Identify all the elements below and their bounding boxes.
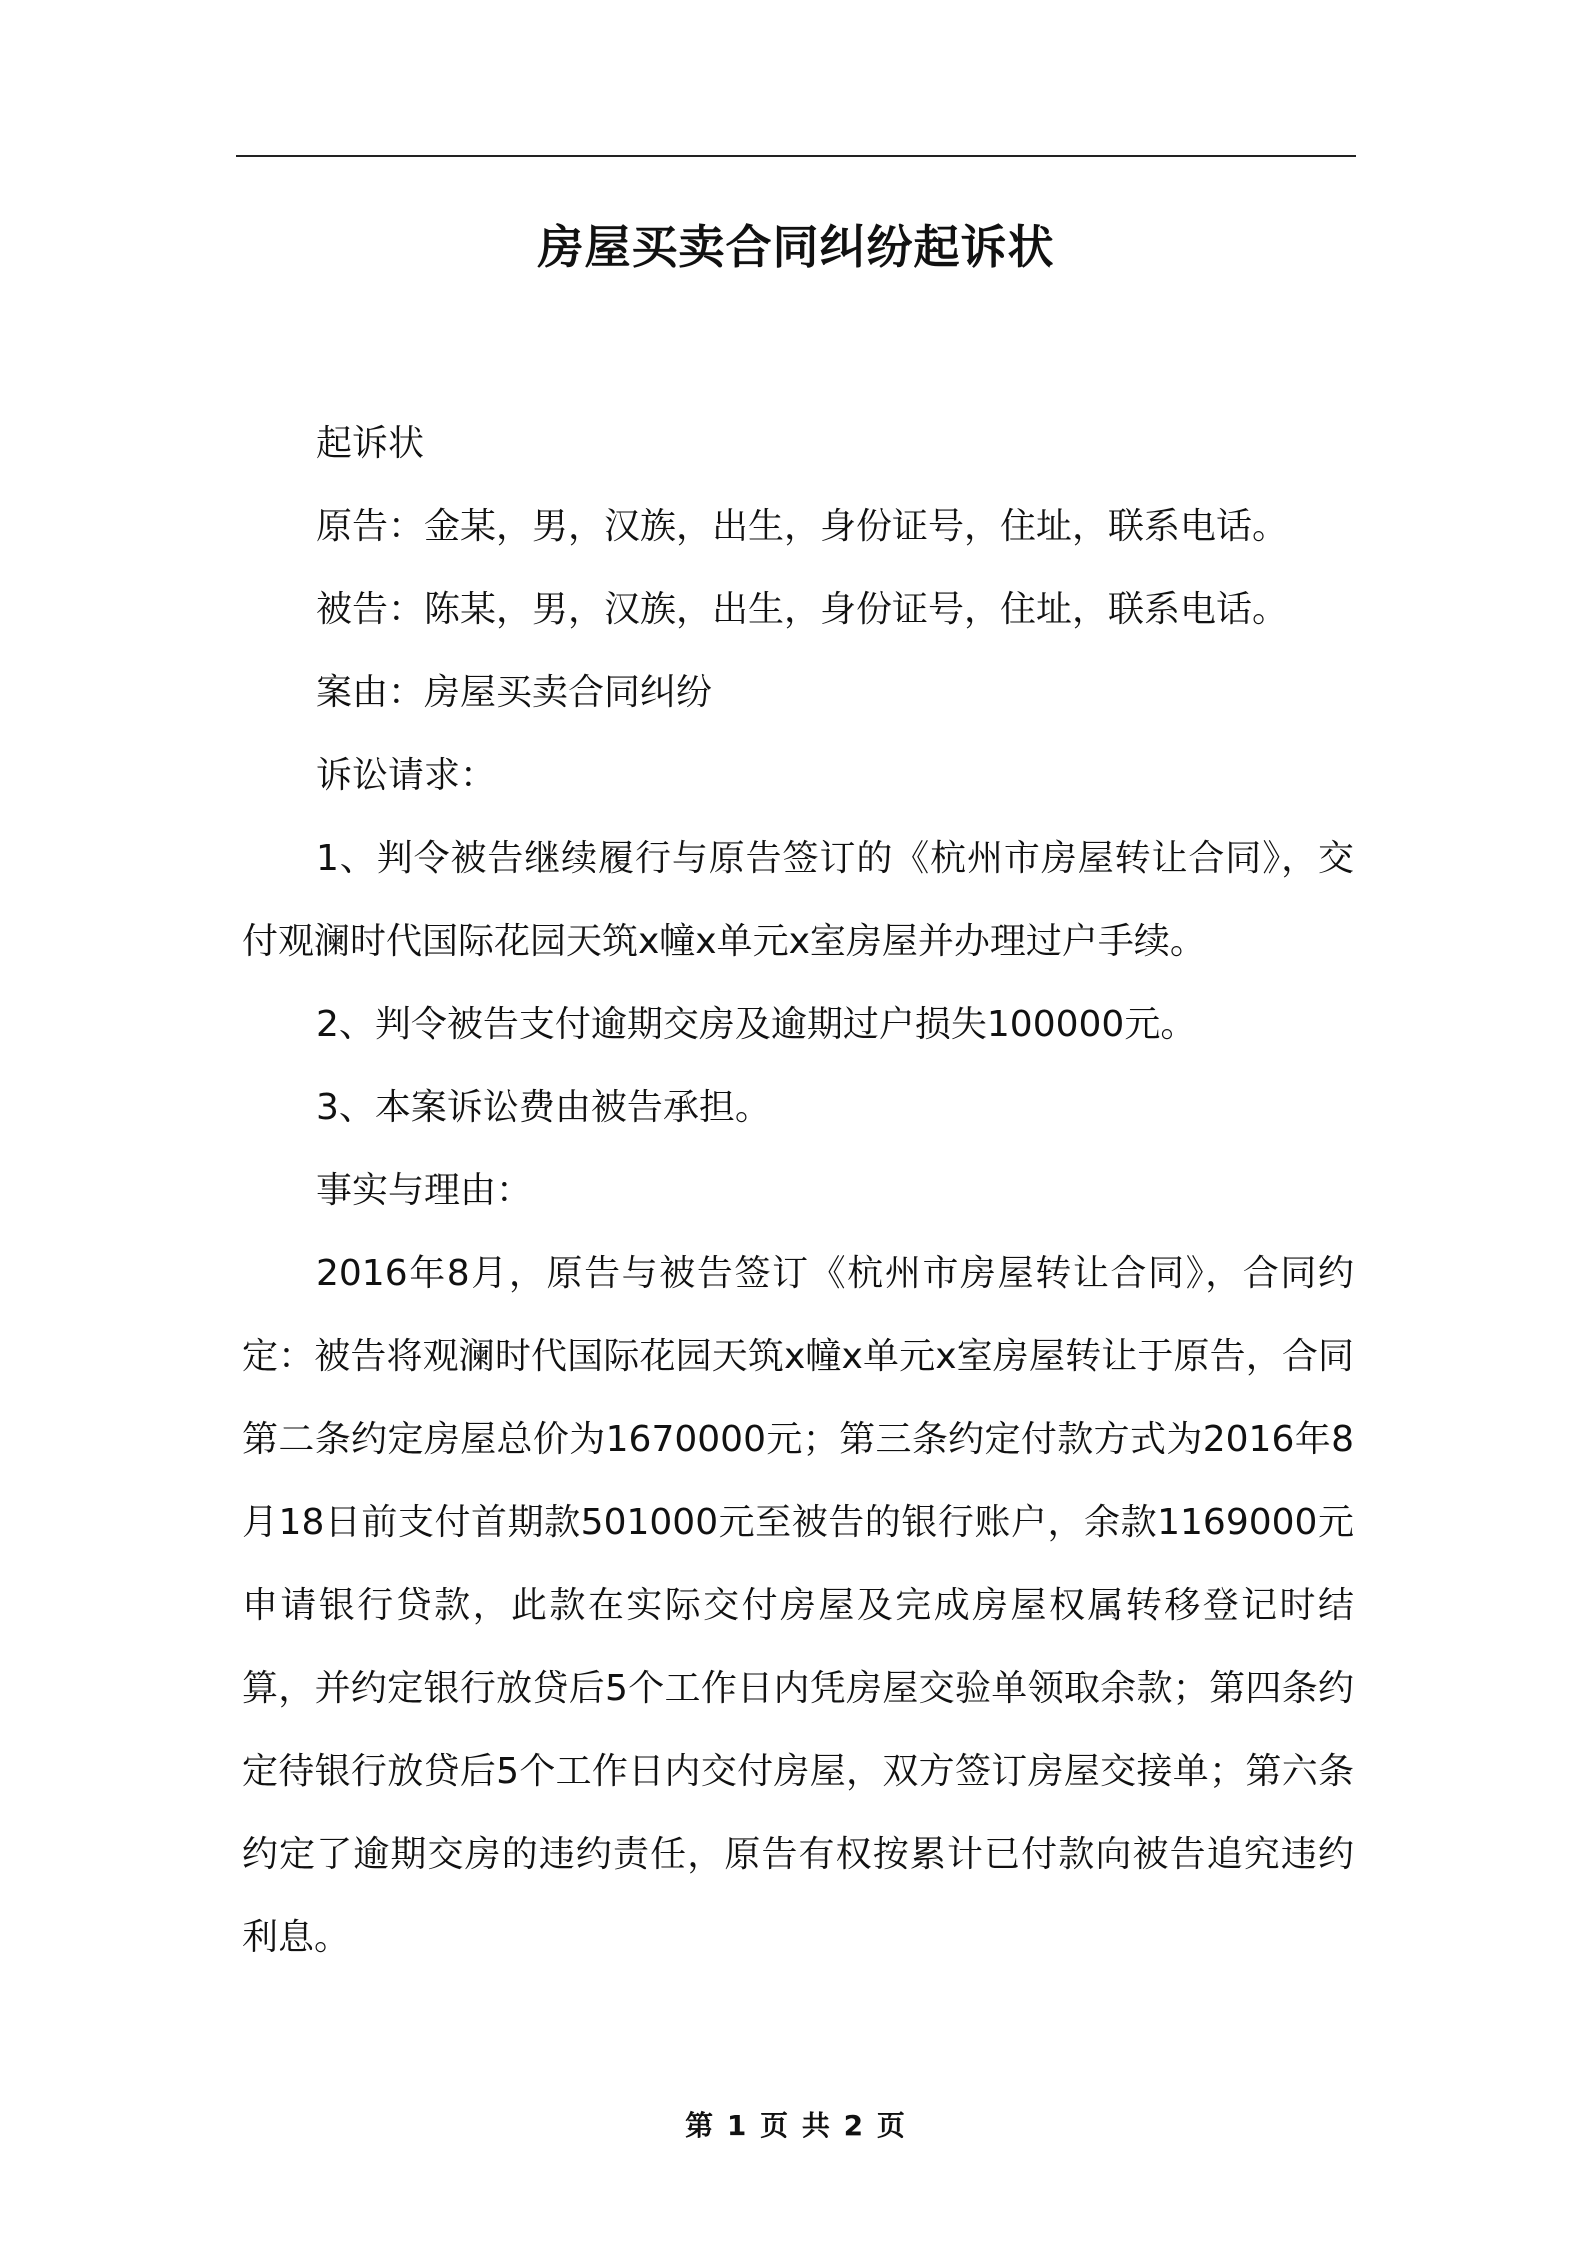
facts-heading: 事实与理由：: [316, 1170, 533, 1211]
claim-item-1: 1、判令被告继续履行与原告签订的《杭州市房屋转让合同》，交付观澜时代国际花园天筑x幢x单元x室房屋并办理过户手续。: [242, 838, 1354, 962]
claim-item-2: 2、判令被告支付逾期交房及逾期过户损失100000元。: [316, 1004, 1197, 1045]
document-body: [242, 402, 1354, 1979]
defendant-info: 被告：陈某，男，汉族，出生，身份证号，住址，联系电话。: [316, 589, 1289, 630]
page-number-footer: 第 1 页 共 2 页: [685, 2109, 907, 2142]
heading-complaint: 起诉状: [316, 423, 425, 464]
claim-item-3: 3、本案诉讼费由被告承担。: [316, 1087, 771, 1128]
case-cause: 案由：房屋买卖合同纠纷: [316, 672, 713, 713]
plaintiff-info: 原告：金某，男，汉族，出生，身份证号，住址，联系电话。: [316, 506, 1289, 547]
claims-heading: 诉讼请求：: [316, 755, 497, 796]
facts-paragraph: 2016年8月，原告与被告签订《杭州市房屋转让合同》，合同约定：被告将观澜时代国际花园天筑x幢x单元x室房屋转让于原告，合同第二条约定房屋总价为1670000元；第三条约定付款方式为2016年8月18日前支付首期款501000元至被告的银行账户，余款1169000元申请银行贷款，此款在实际交付房屋及完成房屋权属转移登记时结算，并约定银行放贷后5个工作日内凭房屋交验单领取余款；第四条约定待银行放贷后5个工作日内交付房屋，双方签订房屋交接单；第六条约定了逾期交房的违约责任，原告有权按累计已付款向被告追究违约利息。: [242, 1253, 1354, 1958]
document-title: 房屋买卖合同纠纷起诉状: [537, 220, 1055, 274]
header-divider: [236, 155, 1356, 157]
